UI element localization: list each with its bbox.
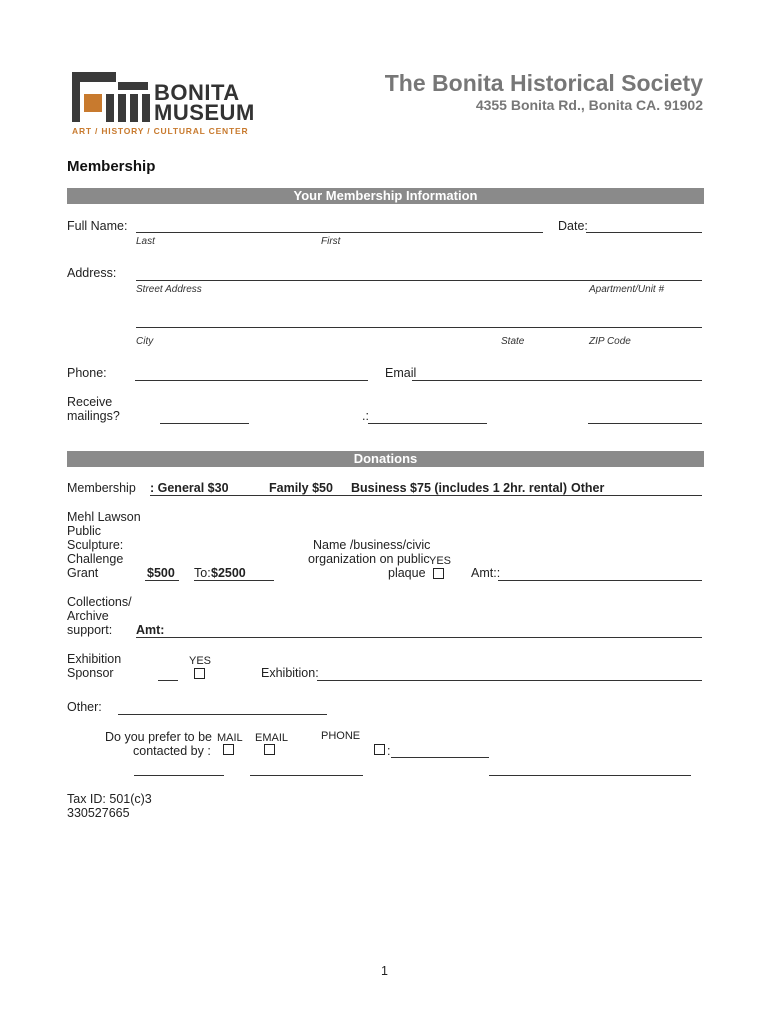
signature-line-1[interactable]: [134, 775, 224, 776]
receive-mailings-field-1[interactable]: [160, 423, 249, 424]
receive-mailings-field-2[interactable]: [368, 423, 487, 424]
collections-label-1: Collections/: [67, 595, 132, 609]
contact-mail-label: MAIL: [217, 732, 243, 744]
exhibition-blank[interactable]: [158, 680, 178, 681]
grant-500-underline: [145, 580, 179, 581]
first-name-hint: First: [321, 236, 341, 247]
phone-field[interactable]: [135, 380, 368, 381]
plaque-yes-label: YES: [429, 555, 452, 567]
tax-id-label: Tax ID: 501(c)3: [67, 792, 152, 806]
mehl-lawson-label-2: Public: [67, 524, 102, 538]
exhibition-label-2: Sponsor: [67, 666, 114, 680]
membership-family-option[interactable]: Family $50: [269, 481, 333, 495]
exhibition-yes-checkbox[interactable]: [194, 668, 205, 679]
other-field[interactable]: [118, 714, 327, 715]
collections-amt-label: Amt:: [136, 623, 165, 637]
page-title: Membership: [67, 158, 156, 175]
street-address-hint: Street Address: [136, 284, 202, 295]
contact-phone-colon: :: [387, 744, 391, 758]
membership-business-option[interactable]: Business $75 (includes 1 2hr. rental): [351, 481, 568, 495]
membership-row-label: Membership: [67, 481, 136, 495]
plaque-yes-checkbox[interactable]: [433, 568, 444, 579]
receive-mailings-label-2: mailings?: [67, 409, 120, 423]
plaque-name-label-3: plaque: [388, 566, 426, 580]
section-header-membership-info: Your Membership Information: [67, 188, 704, 204]
logo-tagline: ART / HISTORY / CULTURAL CENTER: [72, 126, 249, 136]
contact-pref-label-1: Do you prefer to be: [105, 730, 213, 744]
zip-hint: ZIP Code: [589, 336, 631, 347]
contact-phone-label: PHONE: [321, 730, 361, 742]
membership-underline: [150, 495, 702, 496]
receive-mailings-separator: .:: [362, 409, 369, 423]
plaque-name-label-1: Name /business/civic: [313, 538, 431, 552]
mehl-lawson-label-4: Challenge: [67, 552, 124, 566]
collections-label-3: support:: [67, 623, 113, 637]
address-label: Address:: [67, 266, 117, 280]
phone-label: Phone:: [67, 366, 107, 380]
email-label: Email: [385, 366, 417, 380]
receive-mailings-label-1: Receive: [67, 395, 113, 409]
other-label: Other:: [67, 700, 102, 714]
contact-email-label: EMAIL: [255, 732, 289, 744]
tax-id-number: 330527665: [67, 806, 130, 820]
contact-pref-label-2: contacted by :: [133, 744, 211, 758]
grant-amount-2500[interactable]: $2500: [211, 566, 246, 580]
logo-line-2: MUSEUM: [154, 100, 255, 125]
exhibition-label-1: Exhibition: [67, 652, 122, 666]
exhibition-field[interactable]: [317, 680, 702, 681]
collections-label-2: Archive: [67, 609, 109, 623]
museum-logo-mark-icon: [72, 72, 152, 124]
grant-to-label: To:: [194, 566, 211, 580]
receive-mailings-field-3[interactable]: [588, 423, 702, 424]
contact-phone-checkbox[interactable]: [374, 744, 385, 755]
org-name: The Bonita Historical Society: [384, 70, 703, 96]
signature-line-3[interactable]: [489, 775, 691, 776]
exhibition-yes-label: YES: [189, 655, 212, 667]
date-field[interactable]: [586, 232, 702, 233]
email-field[interactable]: [412, 380, 702, 381]
apartment-hint: Apartment/Unit #: [589, 284, 665, 295]
full-name-label: Full Name:: [67, 219, 128, 233]
grant-amount-500[interactable]: $500: [147, 566, 175, 580]
contact-phone-field[interactable]: [391, 757, 489, 758]
membership-other-option[interactable]: Other: [571, 481, 605, 495]
full-name-field[interactable]: [136, 232, 543, 233]
signature-line-2[interactable]: [250, 775, 363, 776]
collections-amt-field[interactable]: [136, 637, 702, 638]
street-address-field[interactable]: [136, 280, 702, 281]
exhibition-field-label: Exhibition:: [261, 666, 319, 680]
contact-email-checkbox[interactable]: [264, 744, 275, 755]
date-label: Date:: [558, 219, 588, 233]
last-name-hint: Last: [136, 236, 155, 247]
page-number: 1: [381, 964, 388, 978]
state-hint: State: [501, 336, 525, 347]
bonita-museum-logo: [72, 72, 262, 138]
mehl-lawson-label-1: Mehl Lawson: [67, 510, 141, 524]
mehl-lawson-label-5: Grant: [67, 566, 99, 580]
plaque-name-label-2: organization on public: [308, 552, 430, 566]
logo-line-1: BONITA: [154, 80, 240, 105]
plaque-amt-field[interactable]: [498, 580, 702, 581]
mehl-lawson-label-3: Sculpture:: [67, 538, 124, 552]
grant-2500-underline: [194, 580, 274, 581]
membership-general-option[interactable]: : General $30: [150, 481, 229, 495]
contact-mail-checkbox[interactable]: [223, 744, 234, 755]
plaque-amt-label: Amt::: [471, 566, 501, 580]
org-address: 4355 Bonita Rd., Bonita CA. 91902: [475, 97, 703, 113]
city-hint: City: [136, 336, 154, 347]
section-header-donations: Donations: [67, 451, 704, 467]
city-state-zip-field[interactable]: [136, 327, 702, 328]
